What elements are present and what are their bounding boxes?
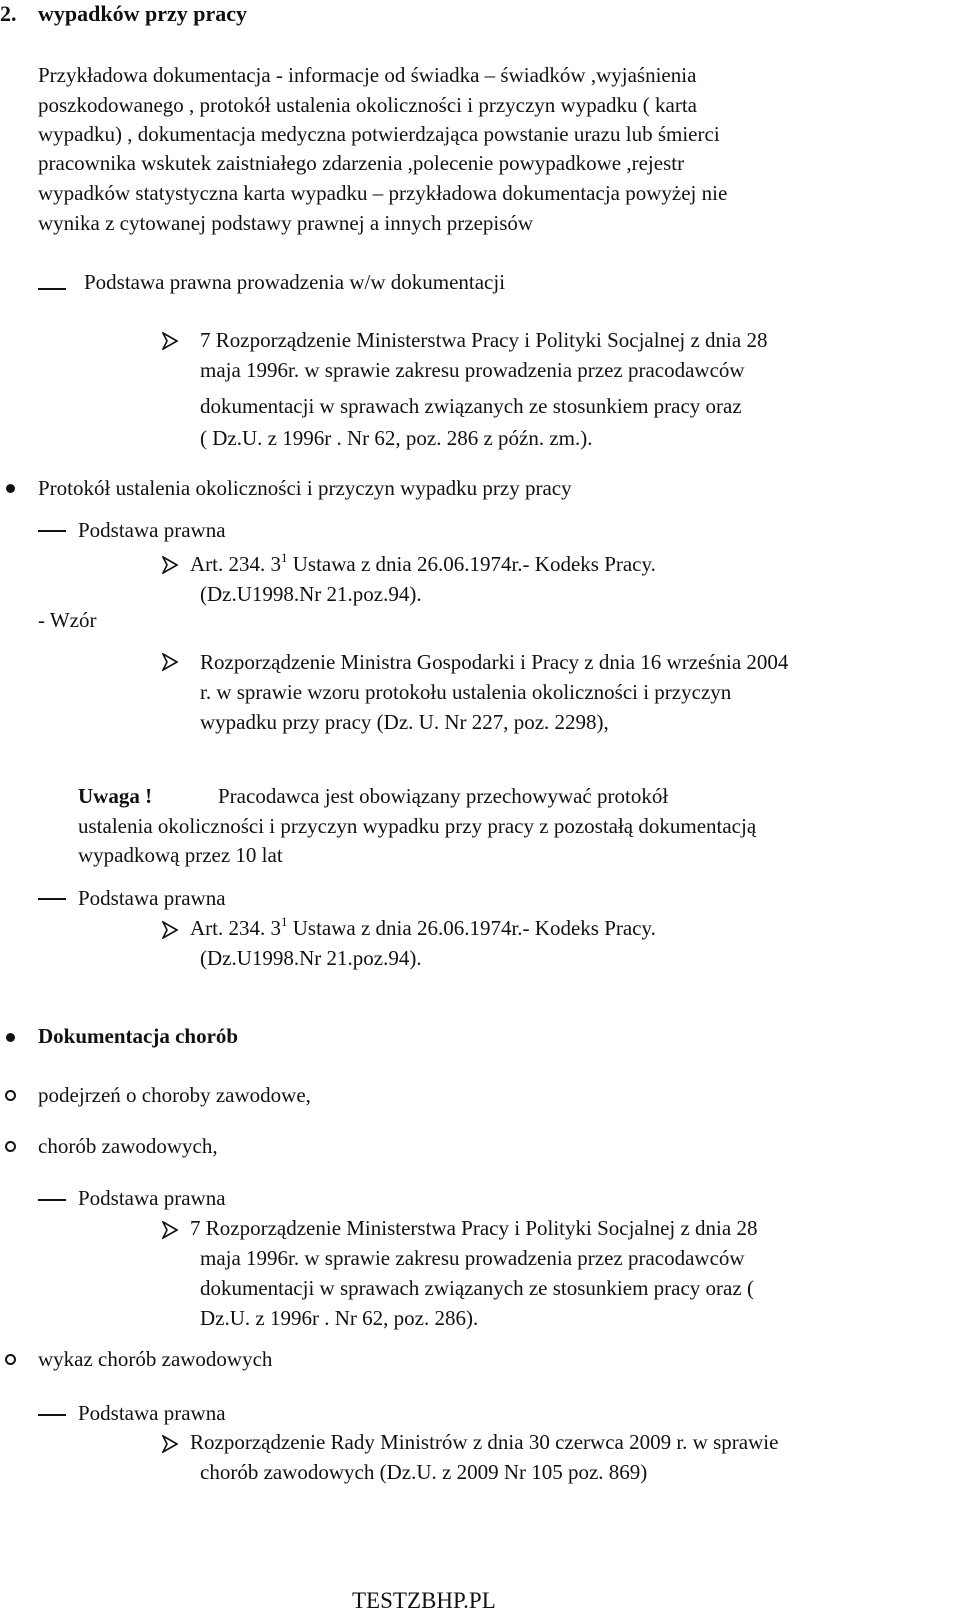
intro-line: pracownika wskutek zaistniałego zdarzenia ,polecenie powypadkowe ,rejestr	[38, 151, 685, 175]
article-number: Art. 234. 3	[190, 916, 281, 940]
basis-label: Podstawa prawna	[78, 518, 226, 542]
regulation-line: 7 Rozporządzenie Ministerstwa Pracy i Polityki Socjalnej z dnia 28	[200, 328, 768, 352]
arrow-bullet-icon	[162, 653, 178, 671]
note-text: Pracodawca jest obowiązany przechowywać protokół	[218, 784, 669, 808]
regulation-line: r. w sprawie wzoru protokołu ustalenia okoliczności i przyczyn	[200, 680, 732, 704]
regulation-line: Rozporządzenie Ministra Gospodarki i Pracy z dnia 16 września 2004	[200, 650, 789, 674]
note-label: Uwaga !	[78, 784, 153, 808]
statute-line	[190, 916, 656, 941]
statute-line	[190, 552, 656, 577]
diseases-title: Dokumentacja chorób	[38, 1024, 239, 1048]
regulation-line: dokumentacji w sprawach związanych ze stosunkiem pracy oraz (	[200, 1276, 754, 1300]
intro-line: Przykładowa dokumentacja - informacje od świadka – świadków ,wyjaśnienia	[38, 63, 697, 87]
section-number: 2.	[0, 1, 17, 26]
basis-label: Podstawa prawna	[78, 1401, 226, 1425]
basis-label: Podstawa prawna prowadzenia w/w dokumentacji	[84, 270, 506, 294]
dash-marker	[38, 1199, 66, 1201]
regulation-line: maja 1996r. w sprawie zakresu prowadzenia przez pracodawców	[200, 358, 745, 382]
article-number: Art. 234. 3	[190, 552, 281, 576]
statute-name: Ustawa z dnia 26.06.1974r.- Kodeks Pracy.	[287, 916, 656, 940]
basis-label: Podstawa prawna	[78, 1186, 226, 1210]
disease-item: podejrzeń o choroby zawodowe,	[38, 1083, 311, 1107]
circle-bullet	[5, 1090, 16, 1101]
arrow-bullet-icon	[162, 921, 178, 939]
statute-ref: (Dz.U1998.Nr 21.poz.94).	[200, 946, 422, 970]
intro-line: wypadku) , dokumentacja medyczna potwierdzająca powstanie urazu lub śmierci	[38, 122, 720, 146]
dash-marker	[38, 1414, 66, 1416]
footer-watermark: TESTZBHP.PL	[352, 1588, 496, 1613]
template-label: - Wzór	[38, 608, 97, 632]
disease-item: chorób zawodowych,	[38, 1134, 218, 1158]
regulation-line: maja 1996r. w sprawie zakresu prowadzenia przez pracodawców	[200, 1246, 745, 1270]
statute-ref: (Dz.U1998.Nr 21.poz.94).	[200, 582, 422, 606]
regulation-line: chorób zawodowych (Dz.U. z 2009 Nr 105 poz. 869)	[200, 1460, 648, 1484]
disease-item: wykaz chorób zawodowych	[38, 1347, 273, 1371]
bullet-dot	[6, 484, 15, 493]
regulation-line: 7 Rozporządzenie Ministerstwa Pracy i Polityki Socjalnej z dnia 28	[190, 1216, 758, 1240]
intro-line: wynika z cytowanej podstawy prawnej a innych przepisów	[38, 211, 534, 235]
regulation-line: wypadku przy pracy (Dz. U. Nr 227, poz. 2298),	[200, 710, 609, 734]
section-title: wypadków przy pracy	[38, 1, 248, 26]
arrow-bullet-icon	[162, 1221, 178, 1239]
circle-bullet	[5, 1141, 16, 1152]
protocol-title: Protokół ustalenia okoliczności i przyczyn wypadku przy pracy	[38, 476, 572, 500]
circle-bullet	[5, 1354, 16, 1365]
superscript: 1	[281, 550, 288, 565]
dash-marker	[38, 530, 66, 532]
regulation-line: Dz.U. z 1996r . Nr 62, poz. 286).	[200, 1306, 479, 1330]
regulation-line: ( Dz.U. z 1996r . Nr 62, poz. 286 z późn. zm.).	[200, 426, 593, 450]
bullet-dot	[6, 1033, 15, 1042]
superscript: 1	[281, 914, 288, 929]
arrow-bullet-icon	[162, 556, 178, 574]
arrow-bullet-icon	[162, 332, 178, 350]
dash-marker	[38, 898, 66, 900]
basis-label: Podstawa prawna	[78, 886, 226, 910]
note-text: wypadkową przez 10 lat	[78, 843, 283, 867]
regulation-line: Rozporządzenie Rady Ministrów z dnia 30 czerwca 2009 r. w sprawie	[190, 1430, 779, 1454]
intro-line: wypadków statystyczna karta wypadku – przykładowa dokumentacja powyżej nie	[38, 181, 728, 205]
arrow-bullet-icon	[162, 1435, 178, 1453]
note-text: ustalenia okoliczności i przyczyn wypadku przy pracy z pozostałą dokumentacją	[78, 814, 757, 838]
intro-line: poszkodowanego , protokół ustalenia okoliczności i przyczyn wypadku ( karta	[38, 93, 697, 117]
regulation-line: dokumentacji w sprawach związanych ze stosunkiem pracy oraz	[200, 394, 742, 418]
dash-marker	[38, 288, 66, 290]
statute-name: Ustawa z dnia 26.06.1974r.- Kodeks Pracy.	[287, 552, 656, 576]
